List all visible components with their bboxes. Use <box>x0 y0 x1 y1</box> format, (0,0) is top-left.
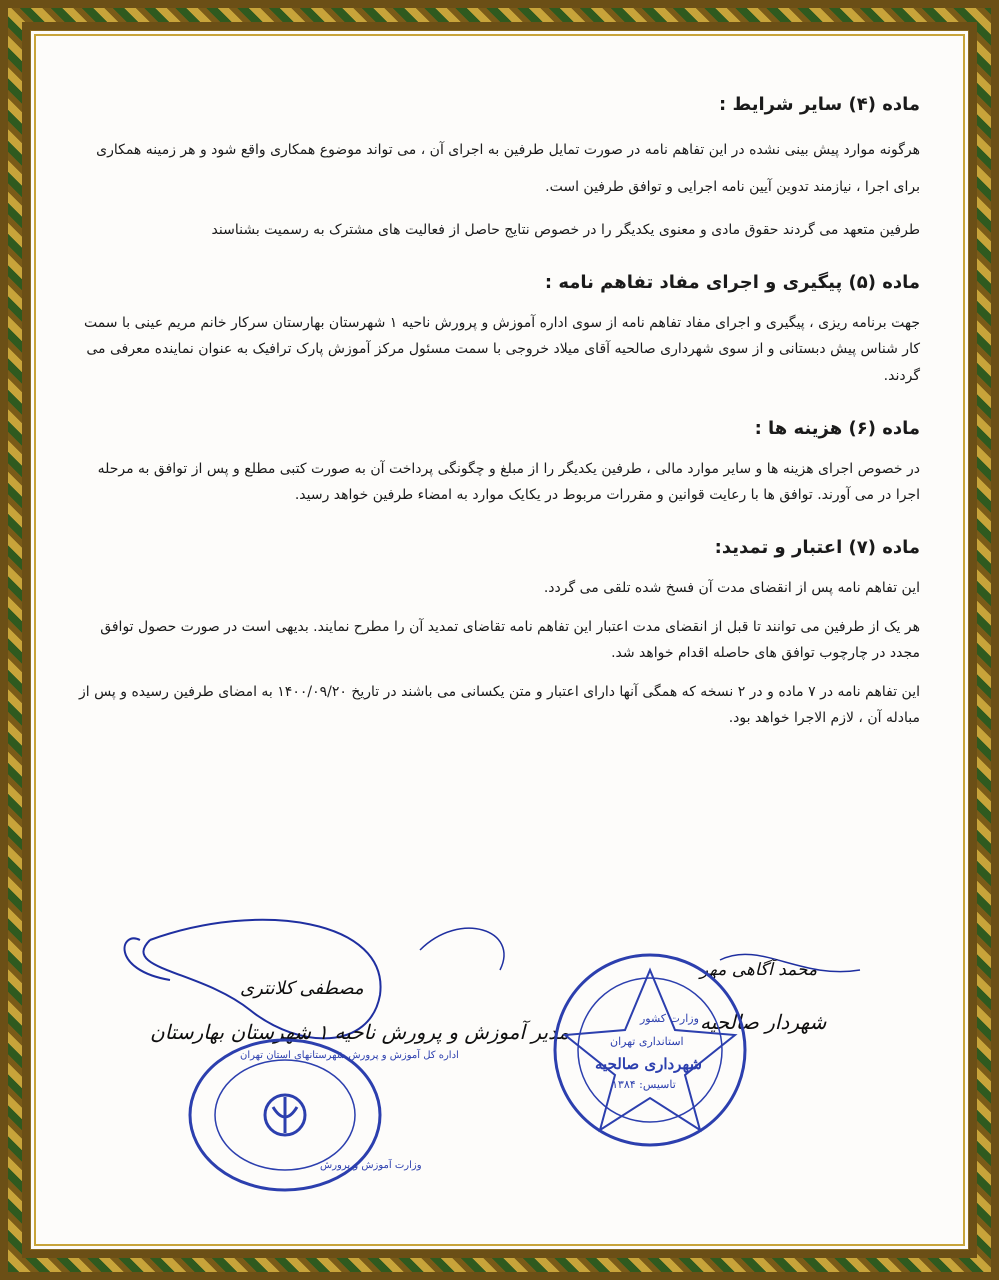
article-7-paragraph-2: هر یک از طرفین می توانند تا قبل از انقضای مدت اعتبار این تفاهم نامه تقاضای تمدید آن را مطرح نمایند. بدیهی است در صورت حصول توافق مجدد در چارچوب توافق های حاصله اقدام خواهد شد. <box>100 618 920 662</box>
article-6-paragraph-1: در خصوص اجرای هزینه ها و سایر موارد مالی ، طرفین یکدیگر را از مبلغ و چگونگی پرداخت آن به صورت کتبی مطلع و پس از توافق به مرحله اجرا در می آورند. توافق ها با رعایت قوانین و مقررات مربوط در یکایک موارد به امضاء طرفین خواهد رسید. <box>97 460 920 504</box>
left-signer-name: مصطفی کلانتری <box>240 978 364 999</box>
article-5-title: ماده (۵) پیگیری و اجرای مفاد تفاهم نامه : <box>544 271 920 293</box>
signature-scribbles <box>0 900 999 1230</box>
right-signer-name: محمد آگاهی مهر <box>700 960 818 980</box>
right-stamp-governorate: استانداری تهران <box>610 1035 684 1048</box>
article-6-title: ماده (۶) هزینه ها : <box>754 417 920 439</box>
article-7-title: ماده (۷) اعتبار و تمدید: <box>714 536 920 558</box>
signature-area <box>0 900 999 1230</box>
article-4-paragraph-2: طرفین متعهد می گردند حقوق مادی و معنوی یکدیگر را در خصوص نتایج حاصل از فعالیت های مشترک به رسمیت بشناسند <box>211 221 920 238</box>
left-signer-title: مدیر آموزش و پرورش ناحیه ۱ شهرستان بهارستان <box>150 1020 570 1044</box>
document-body <box>70 80 920 744</box>
right-official-stamp <box>550 950 750 1150</box>
right-stamp-year: تاسیس: ۱۳۸۴ <box>612 1078 676 1091</box>
left-stamp-text: اداره کل آموزش و پرورش شهرستانهای استان تهران <box>240 1050 459 1061</box>
article-4-title: ماده (۴) سایر شرایط : <box>718 94 920 115</box>
article-4-paragraph-1: هرگونه موارد پیش بینی نشده در این تفاهم نامه در صورت تمایل طرفین به اجرای آن ، می تواند موضوع همکاری واقع شود و هر زمینه همکاری برای اجرا ، نیازمند تدوین آیین نامه اجرایی و توافق طرفین است. <box>96 142 920 195</box>
article-5-paragraph-1: جهت برنامه ریزی ، پیگیری و اجرای مفاد تفاهم نامه از سوی اداره آموزش و پرورش ناحیه ۱ شهرستان بهارستان سرکار خانم مریم عینی با سمت کار شناس پیش دبستانی و از سوی شهرداری صالحیه آقای میلاد خروجی با سمت مسئول مرکز آموزش پارک ترافیک به عنوان نماینده معرفی می گردند. <box>83 314 920 384</box>
right-signer-title: شهردار صالحیه <box>700 1010 827 1034</box>
left-stamp-subtext: وزارت آموزش و پرورش <box>320 1160 422 1171</box>
article-7-paragraph-1: این تفاهم نامه پس از انقضای مدت آن فسخ شده تلقی می گردد. <box>543 580 920 597</box>
right-stamp-main: شهرداری صالحیه <box>595 1055 702 1073</box>
right-stamp-ministry: وزارت کشور <box>640 1012 699 1025</box>
article-7-paragraph-3: این تفاهم نامه در ۷ ماده و در ۲ نسخه که همگی آنها دارای اعتبار و متن یکسانی می باشند در تاریخ ۱۴۰۰/۰۹/۲۰ به امضای طرفین رسیده و پس از مبادله آن ، لازم الاجرا خواهد بود. <box>78 683 920 727</box>
